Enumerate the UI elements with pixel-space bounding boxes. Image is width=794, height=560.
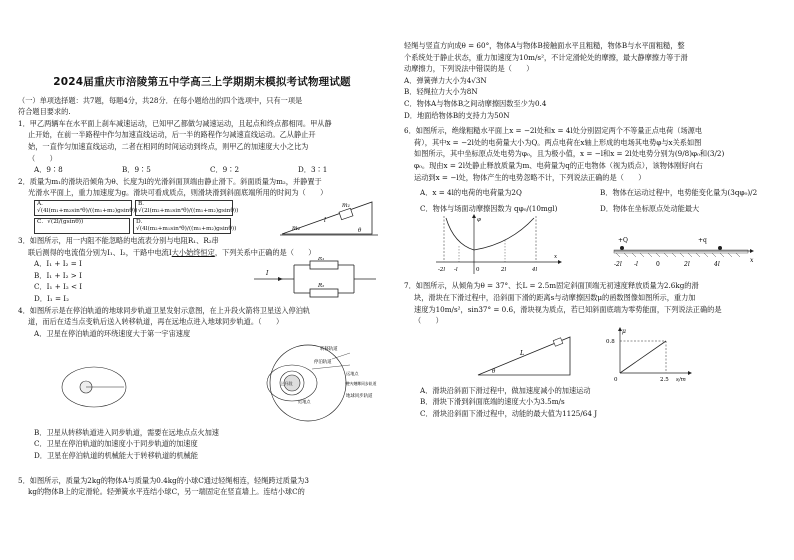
q4-option-d[interactable]: D．卫星在停泊轨道的机械能大于转移轨道的机械能 [34, 450, 198, 460]
q3-text: ，下列关系中正确的是（ ） [214, 247, 316, 257]
q1-line: 始，一直作匀加速直线运动，二者在相同的时间运动到终点，则甲乙的加速度大小之比为 [28, 141, 309, 151]
graph-tick: -l [454, 267, 458, 274]
section-heading-2: 符合题目要求的. [18, 107, 71, 117]
current-i-label: I [266, 269, 269, 277]
axis-tick: -l [634, 261, 638, 269]
q5-line: 个系统处于静止状态，重力加速度为10m/s²，不计定滑轮处的摩擦，最大静摩擦力等于滑 [404, 52, 688, 62]
axis-tick: -2l [614, 261, 622, 269]
question-6 [404, 125, 780, 278]
q5-option-a[interactable]: A．弹簧弹力大小为4√3N [404, 75, 487, 85]
q2-line: 光滑水平面上，重力加速度为g。滑块可看成质点，则滑块滑到斜面底端所用的时间为（ ） [28, 188, 328, 198]
enter-geo-label: 进入地球同步轨道 [346, 380, 377, 386]
q6-option-a[interactable]: A．x = 4l的电荷的电荷量为2Q [420, 188, 522, 198]
question-5 [18, 475, 386, 498]
q3-option-c[interactable]: C．I₁ + I₂ < I [34, 282, 83, 292]
angle-theta-label: θ [358, 227, 362, 234]
apogee-label: 远地点 [346, 370, 359, 376]
q5-line: kg的物体B上的定滑轮。轻弹簧水平连结小球C，另一端固定在竖直墙上。连结小球C的 [28, 487, 305, 497]
q1-option-b[interactable]: B．9∶5 [122, 165, 151, 175]
q1-line: （ ） [28, 153, 57, 163]
q6-option-d[interactable]: D．物体在坐标原点处动能最大 [600, 203, 700, 213]
q3-line: 3．如图所示，用一内阻不能忽略的电流表分别与电阻R₁、R₂串 [18, 235, 219, 245]
q5-line: 动摩擦力，下列说法中错误的是（ ） [404, 64, 534, 74]
q3-underlined: 大小始终恒定 [171, 247, 215, 257]
q4-line: 4．如图所示是在停泊轨道的地球同步轨道卫星发射示意图，在上升段火箭将卫星送入停泊轨 [18, 305, 311, 315]
perigee-label: 近地点 [298, 398, 311, 404]
question-1 [18, 118, 386, 176]
q2-option-a[interactable]: A．√(4l(m₁+m₂sin²θ)/((m₁+m₂)gsinθ)) [34, 200, 132, 216]
exam-title: 2024届重庆市涪陵第五中学高三上学期期末模拟考试物理试题 [53, 76, 351, 88]
left-column [18, 0, 386, 498]
q6-line: 6．如图所示，绝缘粗糙水平面上x = −2l处和x = 4l处分别固定两个不等量正点电荷（场源电 [404, 126, 703, 136]
q5-option-d[interactable]: D．地面给物体B的支持力为50N [404, 110, 510, 120]
mu-s-graph [600, 327, 696, 385]
q6-option-b[interactable]: B．物体在运动过程中，电势能变化量为(3qφ₀)/2 [600, 188, 758, 198]
q5-line: 5．如图所示，质量为2kg的物体A与质量为0.4kg的小球C通过轻绳相连，轻绳跨过质量为3 [18, 475, 309, 485]
r2-label: R₂ [318, 282, 325, 289]
q7-option-b[interactable]: B．滑块下滑到斜面底端的速度大小为3.5m/s [420, 397, 565, 407]
q7-line: 块，滑块在下滑过程中，沿斜面下滑的距离s与动摩擦因数μ的函数图像如图所示，重力加 [414, 292, 696, 302]
q6-line: 荷），其中x = −2l处的电荷量大小为Q。两点电荷在x轴上形成的电场其电势φ与x关系如图 [414, 137, 702, 147]
question-5-continued [404, 40, 780, 121]
circuit-figure [250, 257, 380, 301]
mu-tick-label: 0.8 [606, 338, 615, 345]
charge-q-label: +Q [618, 237, 628, 245]
axis-tick: 4l [714, 261, 720, 269]
question-7 [404, 280, 780, 419]
ellipse-orbit-sketch [58, 363, 128, 411]
q6-options-row-1 [404, 187, 780, 199]
q2-line: 2．质量为m₁的滑块沿倾角为θ、长度为l的光滑斜面顶端由静止滑下。斜面质量为m₂，并静置于 [18, 176, 322, 186]
graph-tick: 4l [532, 267, 538, 274]
charge-axis-figure [610, 228, 760, 274]
q3-option-a[interactable]: A．I₁ + I₂ = I [34, 259, 82, 269]
question-3 [18, 235, 386, 305]
s-tick-label: 2.5 [660, 376, 669, 383]
resistor-r2 [310, 289, 338, 297]
q7-option-c[interactable]: C．滑块沿斜面下滑过程中，动能的最大值为1125/64 J [420, 408, 598, 418]
q6-line: 运动到x = −l处，物体产生的电势忽略不计，下列说法正确的是（ ） [414, 172, 646, 182]
orbit-figure [250, 339, 382, 423]
transfer-orbit-label: 转移轨道 [320, 346, 338, 352]
axis-x-label: x [750, 257, 754, 265]
q4-option-a[interactable]: A．卫星在停泊轨道的环绕速度大于第一宇宙速度 [34, 328, 191, 338]
q6-line: 如图所示，其中坐标原点处电势为φ₀，且为极小值，x = −l和x = 2l处电势分别为(9/8)φ₀和(3/2) [414, 149, 725, 159]
parking-orbit-label: 停泊轨道 [314, 359, 332, 365]
q3-option-d[interactable]: D．I₁ = I₂ [34, 293, 69, 303]
s-axis-label: s/m [676, 376, 686, 383]
q2-option-c[interactable]: C．√(2l/(gsinθ)) [34, 218, 130, 234]
section-heading: （一）单项选择题：共7题，每题4分，共28分．在每小题给出的四个选项中，只有一项是 [18, 95, 303, 105]
q4-line: 道，而后在适当点变轨后送入转移轨道，再在远地点进入地球同步轨道。（ ） [28, 317, 284, 327]
q5-option-b[interactable]: B．轻绳拉力大小为8N [404, 87, 478, 97]
graph-tick: -2l [438, 267, 446, 274]
question-4 [18, 305, 386, 475]
graph-x-label: x [554, 254, 558, 261]
q1-line: 1．甲乙两辆车在水平面上刹车减速运动，已知甲乙都做匀减速运动，且起点和终点都相同。甲从静 [18, 118, 332, 128]
slope-figure [474, 331, 578, 381]
q6-line: φ₀。现由x = 2l处静止释放质量为m、电荷量为q的正电物体（视为质点），该物体刚好向右 [414, 160, 703, 170]
resistor-r1 [310, 261, 338, 269]
axis-tick: 2l [684, 261, 690, 269]
q7-line: （ ） [414, 316, 443, 326]
q3-option-b[interactable]: B．I₁ + I₂ > I [34, 270, 82, 280]
q3-text: 联后测得的电流值分别为I₁、I₂，干路中电流I [28, 247, 172, 257]
graph-tick: 2l [501, 267, 507, 274]
graph-tick: 0 [476, 267, 480, 274]
mu-axis-label: μ [622, 327, 626, 335]
ascent-label: 上升段 [280, 380, 293, 386]
right-column [404, 40, 780, 419]
length-l-label: l [324, 216, 326, 224]
q2-option-b[interactable]: B．√(2l(m₂+m₁sin²θ)/((m₁+m₂)gsinθ)) [135, 200, 233, 216]
q1-line: 止开始，在前一半路程中作匀加速直线运动，后一半的路程作匀减速直线运动。乙从静止开 [28, 130, 316, 140]
question-2 [18, 176, 386, 235]
q7-line: 7．如图所示，从倾角为θ = 37°、长L = 2.5m固定斜面顶端无初速度释放质量为2.6kg的滑 [404, 281, 699, 291]
potential-graph [432, 214, 562, 276]
geo-orbit-label: 地球同步轨道 [346, 393, 373, 399]
q2-option-d[interactable]: D．√(4l(m₂+m₁sin²θ)/((m₁+m₂)gsinθ)) [133, 218, 231, 234]
q5-option-c[interactable]: C．物体A与物体B之间动摩擦因数至少为0.4 [404, 98, 547, 108]
q5-line: 轻绳与竖直方向成θ = 60°，物体A与物体B接触面水平且粗糙，物体B与水平面粗糙，整 [404, 41, 685, 50]
q6-options-row-2 [404, 203, 780, 215]
slope-angle-label: θ [492, 368, 496, 375]
q4-option-c[interactable]: C．卫星在停泊轨道的加速度小于同步轨道的加速度 [34, 439, 198, 449]
slope-length-label: L [520, 348, 525, 357]
mass-m2-label: m₂ [292, 224, 301, 232]
q1-option-a[interactable]: A．9∶8 [34, 165, 63, 175]
q1-options [18, 164, 386, 176]
r1-label: R₁ [318, 256, 325, 262]
incline-figure [280, 196, 380, 238]
q7-line: 速度为10m/s²，sin37° = 0.6，滑块视为质点，若已知斜面底端为零势能面，下列说法正确的是 [414, 304, 722, 314]
axis-tick: 0 [656, 261, 660, 269]
q1-option-c[interactable]: C．9∶2 [210, 165, 240, 175]
q7-option-a[interactable]: A．滑块沿斜面下滑过程中，做加速度减小的加速运动 [420, 385, 591, 395]
q6-option-c[interactable]: C．物体与场面动摩擦因数为 qφ₀/(10mgl) [420, 203, 558, 213]
q1-option-d[interactable]: D．3∶1 [298, 165, 328, 175]
mass-m1-label: m₁ [342, 201, 351, 209]
charge-small-q-label: +q [698, 237, 707, 245]
q4-option-b[interactable]: B．卫星从转移轨道进入同步轨道，需要在远地点点火加速 [34, 427, 219, 437]
graph-phi-label: φ [477, 217, 481, 224]
origin-label: 0 [614, 376, 618, 383]
